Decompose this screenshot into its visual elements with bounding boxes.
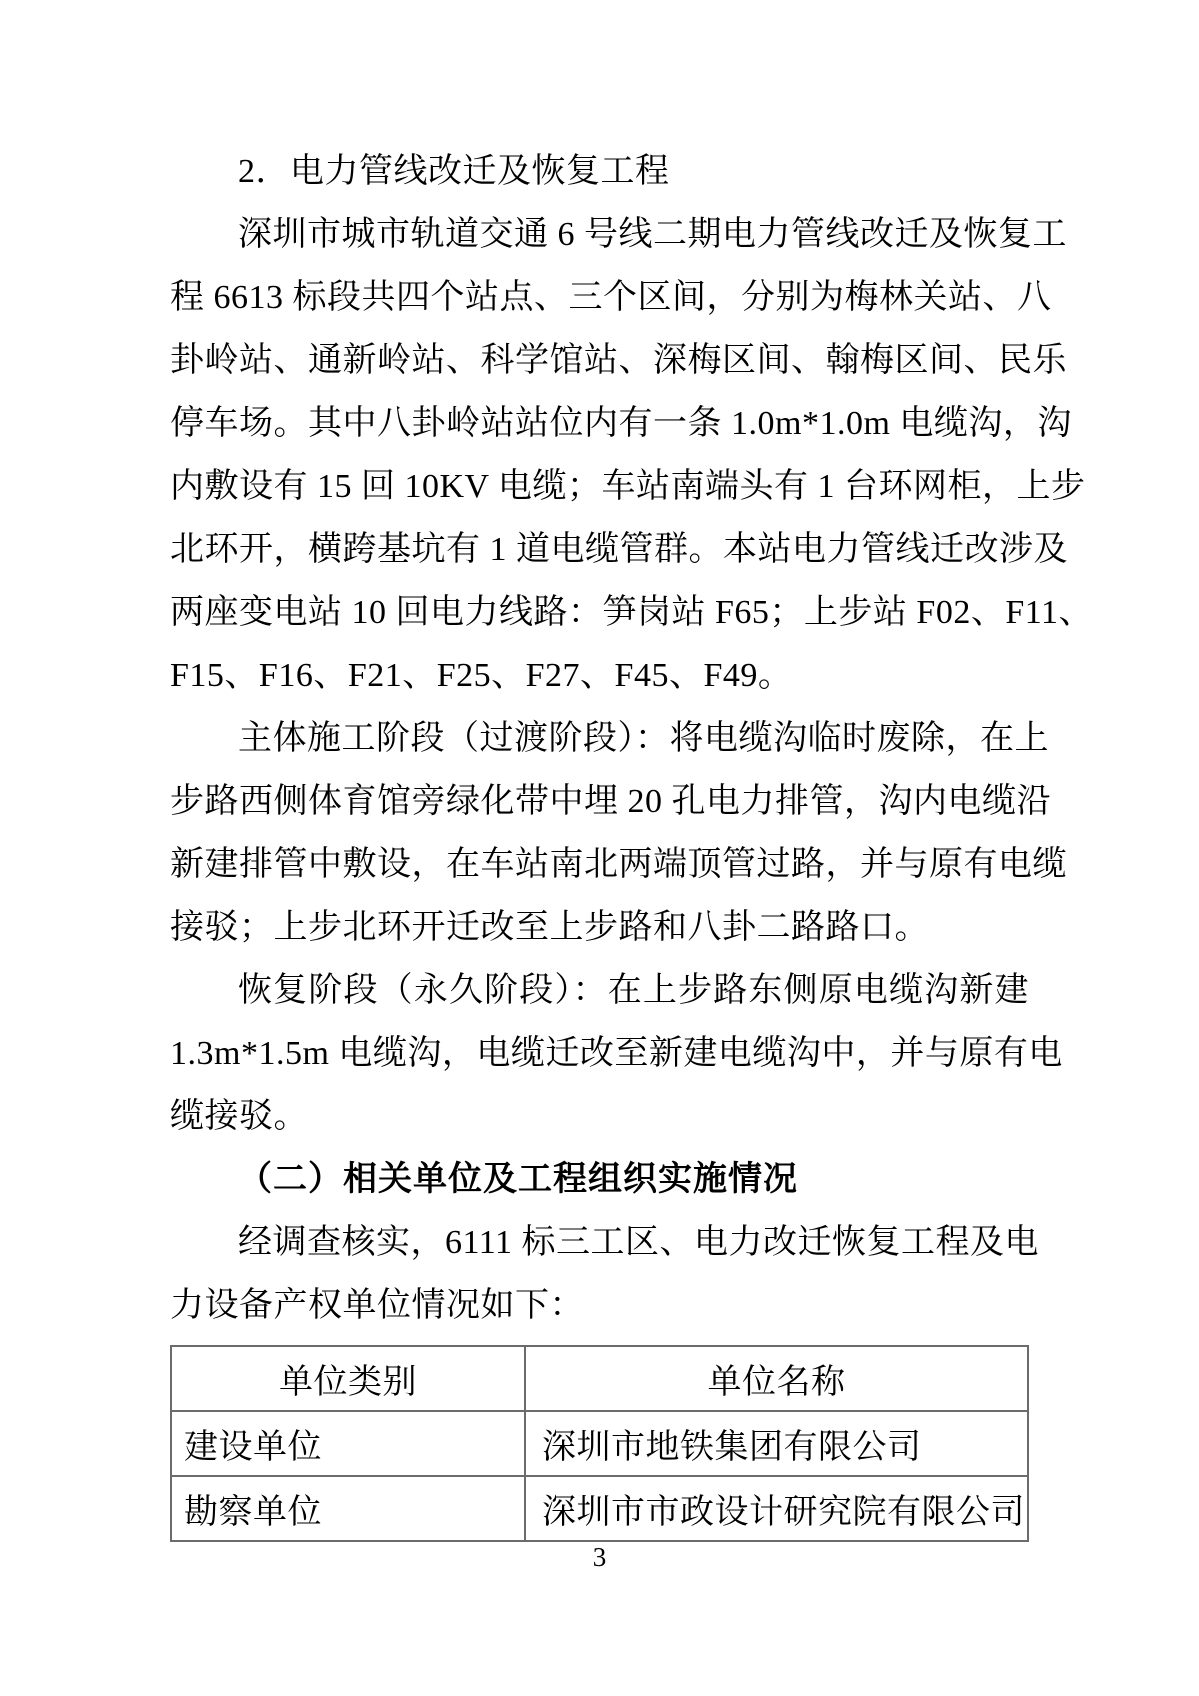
paragraph-line: 卦岭站、通新岭站、科学馆站、深梅区间、翰梅区间、民乐: [170, 342, 1067, 379]
paragraph-line: 内敷设有 15 回 10KV 电缆；车站南端头有 1 台环网柜，上步: [170, 468, 1086, 505]
table-cell-unit-category: 建设单位: [171, 1411, 525, 1476]
paragraph-line: 新建排管中敷设，在车站南北两端顶管过路，并与原有电缆: [170, 846, 1067, 883]
table-row: [171, 1476, 1028, 1541]
table-header-cell-name: 单位名称: [525, 1346, 1028, 1411]
paragraph-line: 缆接驳。: [170, 1098, 308, 1135]
paragraph-line: 力设备产权单位情况如下：: [170, 1287, 584, 1324]
table-row: [171, 1411, 1028, 1476]
paragraph-line: 程 6613 标段共四个站点、三个区间，分别为梅林关站、八: [170, 279, 1052, 316]
paragraph-line: 停车场。其中八卦岭站站位内有一条 1.0m*1.0m 电缆沟，沟: [170, 405, 1072, 442]
page-number: 3: [592, 1542, 607, 1572]
paragraph-restoration-stage: [170, 959, 1063, 1148]
units-table: [170, 1345, 1029, 1542]
paragraph-line: F15、F16、F21、F25、F27、F45、F49。: [170, 657, 793, 694]
paragraph-line: 接驳；上步北环开迁改至上步路和八卦二路路口。: [170, 909, 929, 946]
table-header-cell-category: 单位类别: [171, 1346, 525, 1411]
paragraph-line: 深圳市城市轨道交通 6 号线二期电力管线改迁及恢复工: [238, 216, 1067, 253]
paragraph-line: 1.3m*1.5m 电缆沟，电缆迁改至新建电缆沟中，并与原有电: [170, 1035, 1063, 1072]
paragraph-line: 北环开，横跨基坑有 1 道电缆管群。本站电力管线迁改涉及: [170, 531, 1068, 568]
paragraph-line: 经调查核实，6111 标三工区、电力改迁恢复工程及电: [238, 1224, 1039, 1261]
document-body: [170, 140, 1093, 1542]
paragraph-project-overview: [170, 203, 1093, 707]
paragraph-line: 两座变电站 10 回电力线路：笋岗站 F65；上步站 F02、F11、: [170, 594, 1093, 631]
table-cell-unit-name: 深圳市市政设计研究院有限公司: [525, 1476, 1028, 1541]
table-cell-unit-category: 勘察单位: [171, 1476, 525, 1541]
paragraph-line: 主体施工阶段（过渡阶段）：将电缆沟临时废除，在上: [238, 720, 1049, 757]
section-heading: （二）相关单位及工程组织实施情况: [238, 1161, 798, 1198]
table-header-row: [171, 1346, 1028, 1411]
paragraph-line: 恢复阶段（永久阶段）：在上步路东侧原电缆沟新建: [238, 972, 1029, 1009]
paragraph-units-intro: [170, 1211, 1039, 1337]
numbered-heading: 2．电力管线改迁及恢复工程: [238, 153, 670, 190]
paragraph-main-construction-stage: [170, 707, 1067, 959]
table-cell-unit-name: 深圳市地铁集团有限公司: [525, 1411, 1028, 1476]
paragraph-line: 步路西侧体育馆旁绿化带中埋 20 孔电力排管，沟内电缆沿: [170, 783, 1051, 820]
